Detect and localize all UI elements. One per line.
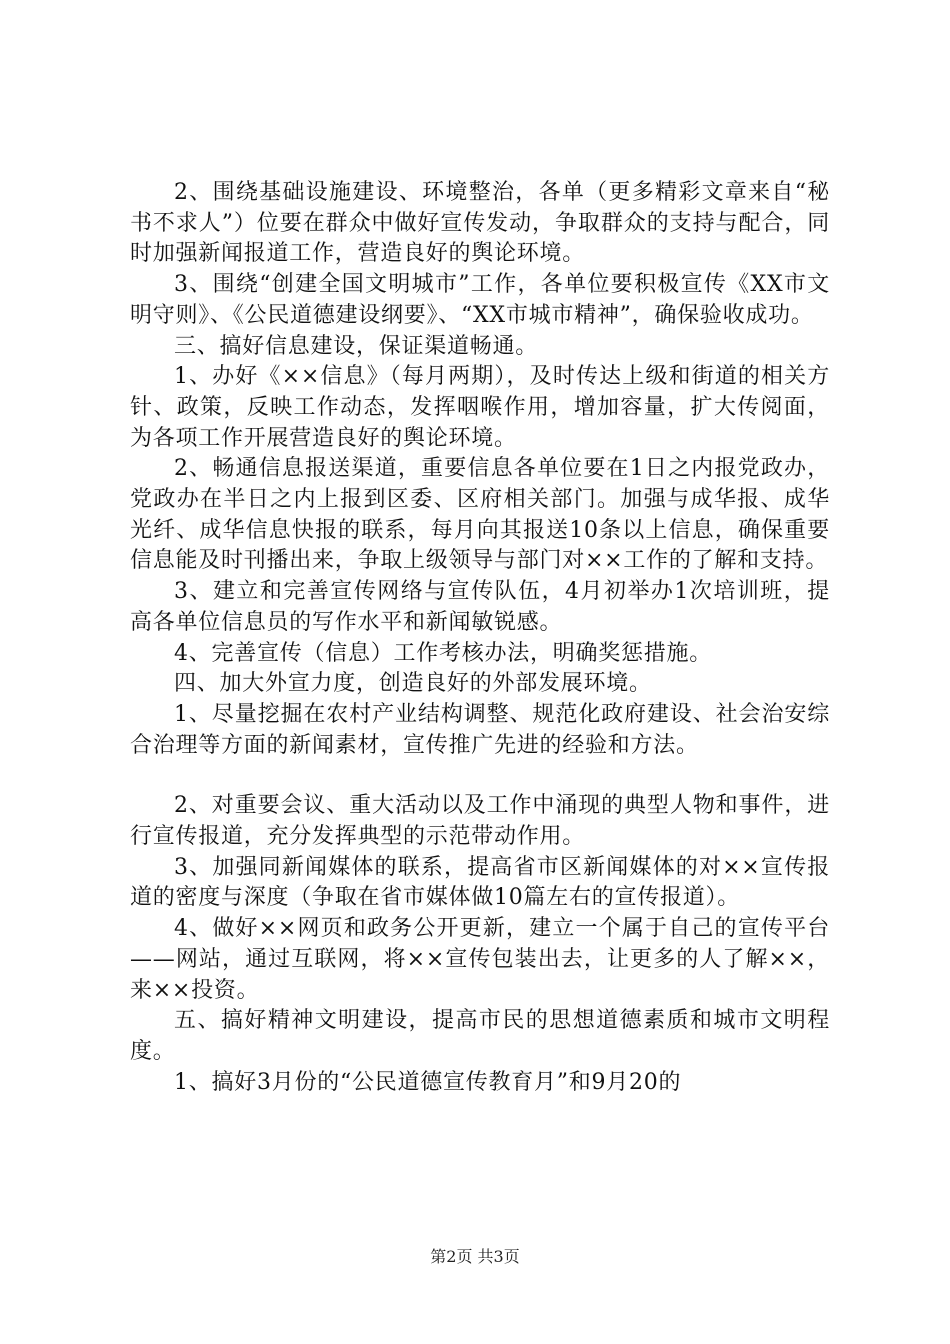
paragraph: 3、建立和完善宣传网络与宣传队伍，4月初举办1次培训班，提高各单位信息员的写作水平和新闻敏锐感。 — [130, 579, 830, 635]
paragraph: 1、办好《××信息》（每月两期），及时传达上级和街道的相关方针、政策，反映工作动态，发挥咽喉作用，增加容量，扩大传阅面，为各项工作开展营造良好的舆论环境。 — [130, 364, 830, 451]
paragraph: 1、搞好3月份的“公民道德宣传教育月”和9月20的 — [174, 1069, 682, 1095]
paragraph: 2、围绕基础设施建设、环境整治，各单（更多精彩文章来自“秘书不求人”）位要在群众中做好宣传发动，争取群众的支持与配合，同时加强新闻报道工作，营造良好的舆论环境。 — [130, 180, 830, 267]
section-heading: 五、搞好精神文明建设，提高市民的思想道德素质和城市文明程度。 — [130, 1008, 830, 1064]
paragraph: 2、畅通信息报送渠道，重要信息各单位要在1日之内报党政办，党政办在半日之内上报到区委、区府相关部门。加强与成华报、成华光纤、成华信息快报的联系，每月向其报送10条以上信息，确保重要信息能及时刊播出来，争取上级领导与部门对××工作的了解和支持。 — [130, 456, 830, 574]
paragraph: 4、完善宣传（信息）工作考核办法，明确奖惩措施。 — [174, 640, 712, 666]
page-number-footer: 第2页 共3页 — [430, 1247, 520, 1266]
document-body — [130, 178, 830, 1098]
paragraph: 1、尽量挖掘在农村产业结构调整、规范化政府建设、社会治安综合治理等方面的新闻素材，宣传推广先进的经验和方法。 — [130, 701, 830, 758]
paragraph: 3、围绕“创建全国文明城市”工作，各单位要积极宣传《XX市文明守则》、《公民道德建设纲要》、“XX市城市精神”，确保验收成功。 — [130, 272, 830, 328]
paragraph: 3、加强同新闻媒体的联系，提高省市区新闻媒体的对××宣传报道的密度与深度（争取在省市媒体做10篇左右的宣传报道）。 — [130, 854, 830, 911]
paragraph: 4、做好××网页和政务公开更新，建立一个属于自己的宣传平台——网站，通过互联网，将××宣传包装出去，让更多的人了解××，来××投资。 — [130, 916, 830, 1003]
section-heading: 四、加大外宣力度，创造良好的外部发展环境。 — [174, 671, 652, 697]
section-heading: 三、搞好信息建设，保证渠道畅通。 — [174, 333, 539, 359]
paragraph: 2、对重要会议、重大活动以及工作中涌现的典型人物和事件，进行宣传报道，充分发挥典型的示范带动作用。 — [130, 793, 830, 850]
